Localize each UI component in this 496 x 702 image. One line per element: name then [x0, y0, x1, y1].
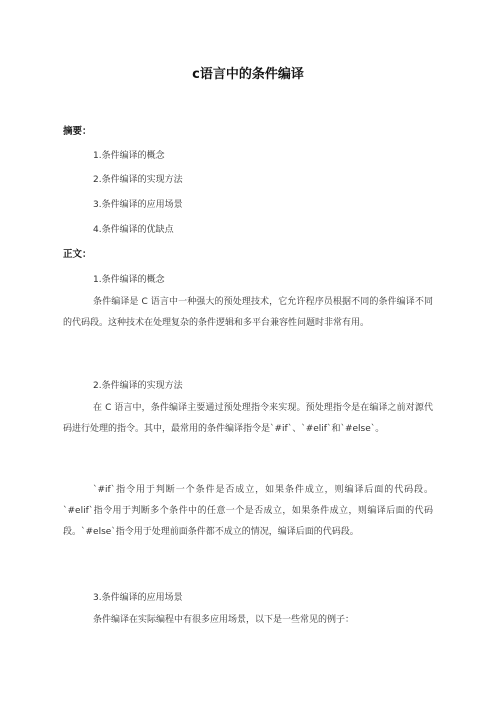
section-1-paragraph: 条件编译是 C 语言中一种强大的预处理技术，它允许程序员根据不同的条件编译不同的代码段。这种技术在处理复杂的条件逻辑和多平台兼容性问题时非常有用。	[63, 297, 433, 328]
abstract-heading: 摘要：	[63, 126, 92, 137]
abstract-item-3: 3.条件编译的应用场景	[93, 200, 183, 210]
document-title: c语言中的条件编译	[192, 67, 304, 82]
abstract-item-2: 2.条件编译的实现方法	[93, 175, 183, 185]
section-2-paragraph-2: `#if`指令用于判断一个条件是否成立，如果条件成立，则编译后面的代码段。`#elif`指令用于判断多个条件中的任意一个是否成立，如果条件成立，则编译后面的代码段。`#else`指令用于处理前面条件都不成立的情况，编译后面的代码段。	[63, 485, 433, 537]
section-3-heading: 3.条件编译的应用场景	[93, 593, 183, 603]
body-heading: 正文：	[63, 249, 92, 260]
section-2-paragraph-1: 在 C 语言中，条件编译主要通过预处理指令来实现。预处理指令是在编译之前对源代码进行处理的指令。其中，最常用的条件编译指令是`#if`、`#elif`和`#else`。	[63, 403, 433, 434]
section-3-paragraph: 条件编译在实际编程中有很多应用场景，以下是一些常见的例子：	[93, 615, 355, 625]
section-2-heading: 2.条件编译的实现方法	[93, 381, 183, 391]
abstract-item-1: 1.条件编译的概念	[93, 151, 165, 161]
abstract-item-4: 4.条件编译的优缺点	[93, 225, 174, 235]
section-1-heading: 1.条件编译的概念	[93, 275, 165, 285]
